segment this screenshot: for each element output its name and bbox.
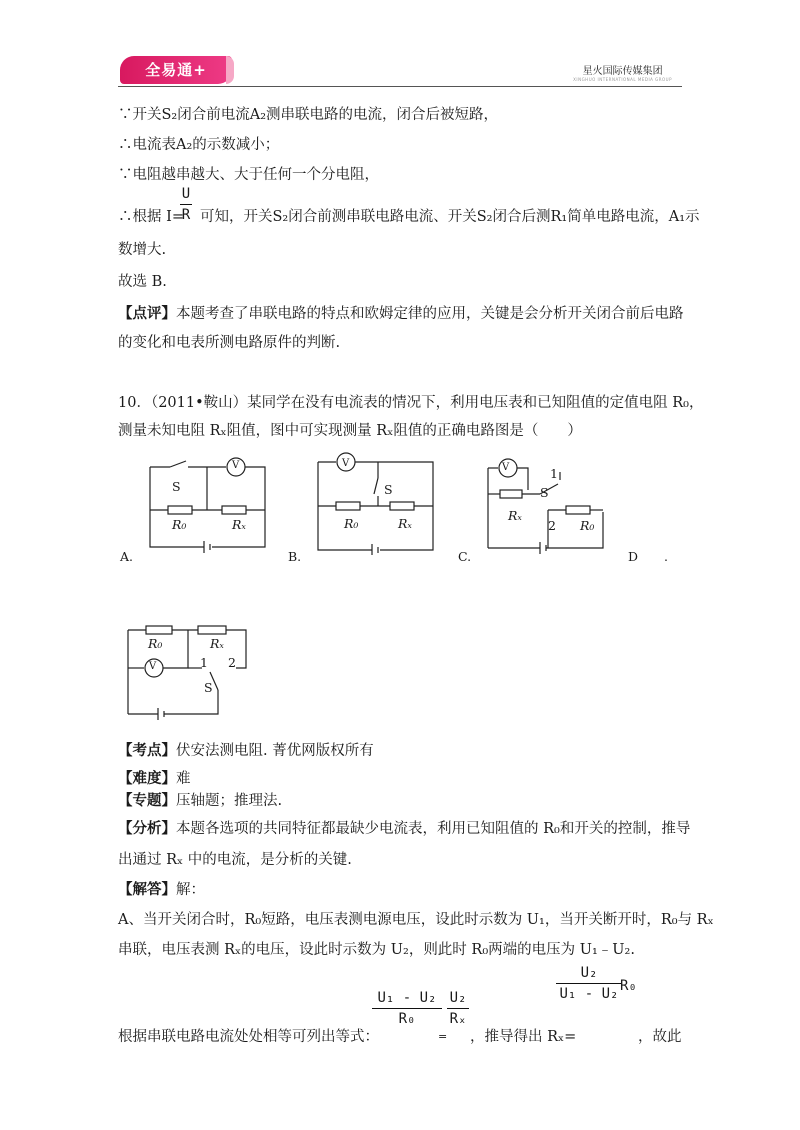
label-r0: R₀: [148, 636, 163, 651]
header-divider: [118, 86, 682, 87]
label-rx: Rₓ: [398, 516, 412, 531]
label-s: S: [384, 482, 393, 497]
equals-sign: =: [438, 1030, 448, 1043]
text-line: ∵电阻越串越大、大于任何一个分电阻，: [118, 167, 379, 183]
label-s: S: [172, 479, 181, 494]
circuit-c: [478, 450, 618, 555]
label-2: 2: [228, 655, 236, 670]
text-line: 的变化和电表所测电路原件的判断.: [118, 335, 341, 351]
logo: 全易通+: [120, 56, 232, 84]
circuit-b: [308, 450, 443, 555]
label-2: 2: [548, 518, 556, 533]
page-header: [118, 56, 682, 86]
text-line: ∴根据 I= 可知，开关S₂闭合前测串联电路电流、开关S₂闭合后测R₁简单电路电流，A₁示: [118, 209, 700, 225]
option-c: C.: [458, 549, 472, 564]
text-line: A、当开关闭合时，R₀短路，电压表测电源电压，设此时示数为 U₁，当开关断开时，R₀与 Rₓ: [118, 912, 714, 928]
option-a: A.: [120, 549, 134, 564]
option-b: B.: [288, 549, 302, 564]
label-v: V: [232, 460, 240, 471]
label-r0: R₀: [172, 517, 187, 532]
text-line: 串联，电压表测 Rₓ的电压，设此时示数为 U₂，则此时 R₀两端的电压为 U₁﹣U₂.: [118, 942, 635, 958]
circuit-d: [118, 620, 258, 720]
circuit-a: [140, 455, 275, 555]
label-s: S: [204, 680, 213, 695]
brand: [573, 62, 672, 82]
jieda-line: 【解答】解：: [118, 881, 205, 898]
label-rx: Rₓ: [232, 517, 246, 532]
equation-mid: ，推导得出 Rₓ=: [470, 1029, 577, 1045]
label-v: V: [149, 661, 157, 672]
label-r0: R₀: [580, 518, 595, 533]
label-s: S: [540, 485, 549, 500]
fenxi-line: 【分析】本题各选项的共同特征都最缺少电流表，利用已知阻值的 R₀和开关的控制，推导: [118, 820, 691, 837]
brand-sub: XINGHUO INTERNATIONAL MEDIA GROUP: [573, 77, 672, 82]
nandu-line: 【难度】难: [118, 770, 191, 787]
equation-line: 根据串联电路电流处处相等可列出等式：: [118, 1029, 379, 1045]
label-1: 1: [550, 466, 558, 481]
option-d: D: [628, 549, 639, 564]
fraction-u1-u2-over-r0: U₁ - U₂ R₀: [372, 990, 442, 1027]
text-line: ∵开关S₂闭合前电流A₂测串联电路的电流，闭合后被短路，: [118, 107, 499, 123]
text-line: 出通过 Rₓ 中的电流，是分析的关键.: [118, 852, 352, 868]
text-line: 数增大.: [118, 242, 167, 258]
option-d-dot: .: [664, 549, 668, 564]
r0-factor: R₀: [620, 978, 637, 994]
question-stem: 测量未知电阻 Rₓ阻值，图中可实现测量 Rₓ阻值的正确电路图是（ ）: [118, 423, 582, 439]
label-1: 1: [200, 655, 208, 670]
text-line: 故选 B.: [118, 274, 167, 290]
question-stem: 10．（2011•鞍山）某同学在没有电流表的情况下，利用电压表和已知阻值的定值电阻 R₀，: [118, 395, 704, 411]
kaodian-line: 【考点】伏安法测电阻. 菁优网版权所有: [118, 742, 374, 759]
label-rx: Rₓ: [508, 508, 522, 523]
comment-line: 【点评】本题考查了串联电路的特点和欧姆定律的应用，关键是会分析开关闭合前后电路: [118, 305, 684, 322]
brand-name: 星火国际传媒集团: [582, 66, 663, 77]
logo-decoration: [226, 56, 234, 84]
fraction-u-over-r: U R: [181, 186, 191, 223]
label-rx: Rₓ: [210, 636, 224, 651]
fraction-rx-result: U₂ U₁ - U₂: [556, 965, 622, 1002]
label-v: V: [342, 458, 350, 469]
zhuanti-line: 【专题】压轴题；推理法.: [118, 792, 283, 809]
equation-end: ，故此: [638, 1029, 682, 1045]
text-line: ∴电流表A₂的示数减小；: [118, 137, 280, 153]
fraction-u2-over-rx: U₂ Rₓ: [447, 990, 469, 1027]
label-v: V: [502, 462, 510, 473]
label-r0: R₀: [344, 516, 359, 531]
